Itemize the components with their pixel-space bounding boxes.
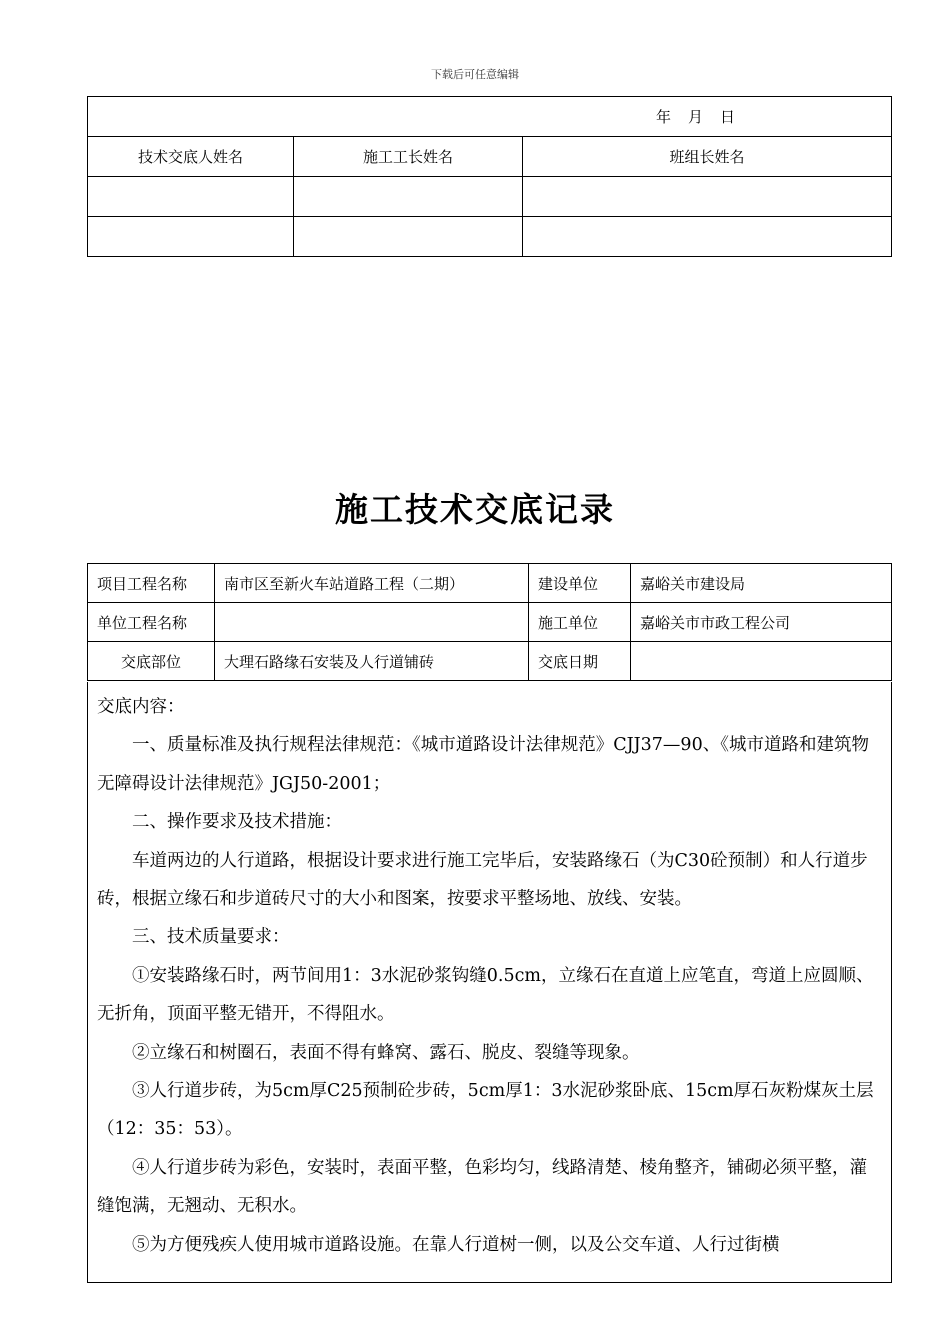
info-table — [87, 563, 892, 681]
date-value — [631, 642, 892, 681]
content-paragraph: ⑤为方便残疾人使用城市道路设施。在靠人行道树一侧，以及公交车道、人行过街横 — [132, 1234, 780, 1255]
content-paragraph: 车道两边的人行道路，根据设计要求进行施工完毕后，安装路缘石（为C30砼预制）和人行道步砖，根据立缘石和步道砖尺寸的大小和图案，按要求平整场地、放线、安装。 — [97, 850, 868, 910]
table-row — [88, 217, 892, 257]
signature-cell[interactable] — [523, 177, 892, 217]
header-foreman: 施工工长姓名 — [294, 137, 523, 177]
date-label: 交底日期 — [529, 642, 631, 681]
header-note: 下载后可任意编辑 — [431, 68, 519, 81]
signature-table — [87, 96, 892, 257]
content-paragraph: ②立缘石和树圈石，表面不得有蜂窝、露石、脱皮、裂缝等现象。 — [132, 1042, 640, 1063]
content-paragraph: 二、操作要求及技术措施： — [132, 812, 342, 833]
signature-cell[interactable] — [88, 217, 294, 257]
builder-label: 建设单位 — [529, 564, 631, 603]
signature-cell[interactable] — [294, 177, 523, 217]
signature-cell[interactable] — [88, 177, 294, 217]
content-paragraph: 一、质量标准及执行规程法律规范：《城市道路设计法律规范》CJJ37—90、《城市道路和建筑物无障碍设计法律规范》JGJ50-2001； — [97, 735, 869, 794]
header-tech-lead: 技术交底人姓名 — [88, 137, 294, 177]
header-team-leader: 班组长姓名 — [523, 137, 892, 177]
project-name-value: 南市区至新火车站道路工程（二期） — [215, 564, 529, 603]
page-title: 施工技术交底记录 — [335, 490, 615, 529]
content-paragraph: ③人行道步砖，为5cm厚C25预制砼步砖，5cm厚1：3水泥砂浆卧底、15cm厚石灰粉煤灰土层（12：35：53）。 — [97, 1081, 874, 1140]
signature-cell[interactable] — [523, 217, 892, 257]
unit-name-value — [215, 603, 529, 642]
content-box — [87, 682, 892, 1283]
content-heading: 交底内容： — [97, 697, 185, 717]
signature-cell[interactable] — [294, 217, 523, 257]
builder-value: 嘉峪关市建设局 — [631, 564, 892, 603]
content-paragraph: ④人行道步砖为彩色，安装时，表面平整，色彩均匀，线路清楚、棱角整齐，铺砌必须平整，灌缝饱满，无翘动、无积水。 — [97, 1157, 867, 1217]
unit-name-label: 单位工程名称 — [88, 603, 215, 642]
part-label: 交底部位 — [88, 642, 215, 681]
part-value: 大理石路缘石安装及人行道铺砖 — [215, 642, 529, 681]
contractor-label: 施工单位 — [529, 603, 631, 642]
content-paragraph: 三、技术质量要求： — [132, 927, 290, 948]
date-line: 年 月 日 — [88, 97, 892, 137]
project-name-label: 项目工程名称 — [88, 564, 215, 603]
table-row — [88, 177, 892, 217]
contractor-value: 嘉峪关市市政工程公司 — [631, 603, 892, 642]
content-paragraph: ①安装路缘石时，两节间用1：3水泥砂浆钩缝0.5cm，立缘石在直道上应笔直，弯道上应圆顺、无折角，顶面平整无错开，不得阻水。 — [97, 965, 874, 1025]
